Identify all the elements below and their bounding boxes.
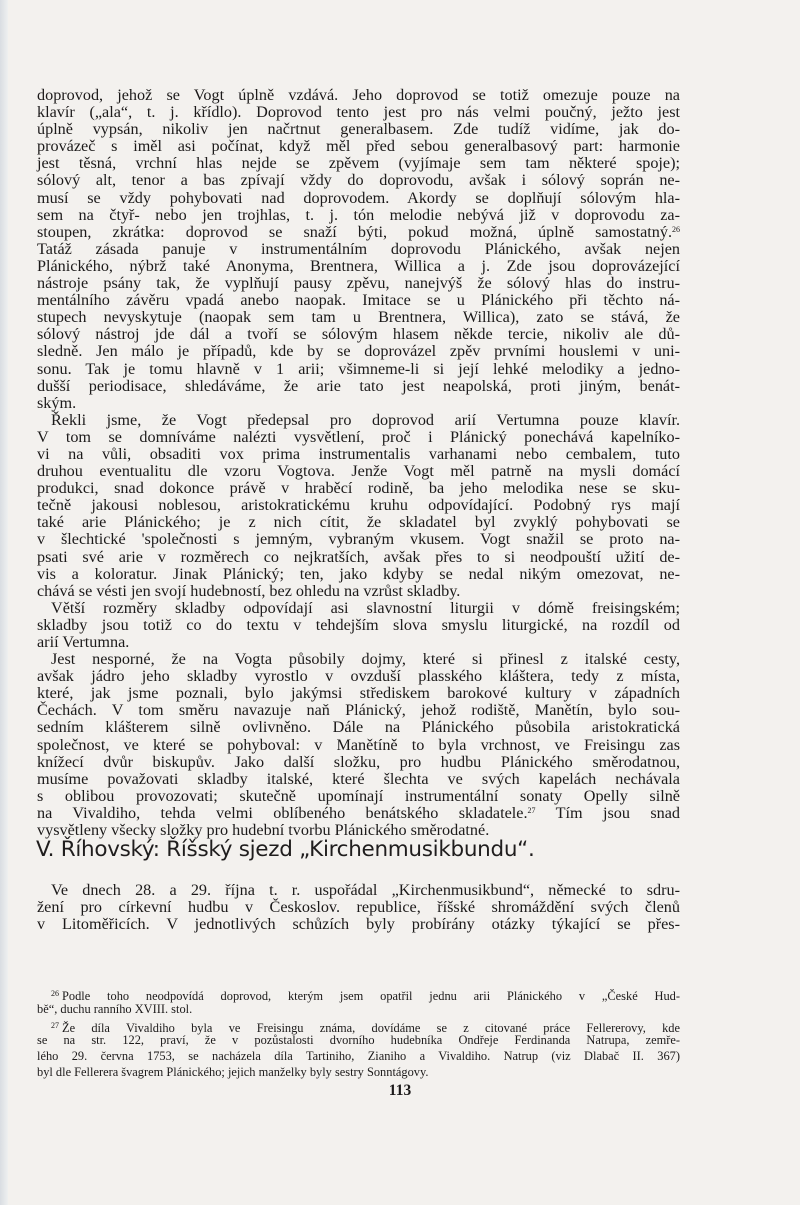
text-line: sonu. Tak je tomu hlavně v 1 arii; všimneme-li si její lehké melodiky a jedno- — [37, 359, 680, 378]
text-line: vi na vůli, obsaditi vox prima instrumentalis varhanami nebo cembalem, tuto — [37, 444, 680, 463]
text-line: arií Vertumna. — [37, 633, 130, 651]
footnote-mark: 27 — [51, 1020, 59, 1030]
text-line: doprovod, jehož se Vogt úplně vzdává. Jeho doprovod se totiž omezuje pouze na — [37, 86, 680, 104]
text-line: vysvětleny všecky složky pro hudební tvorbu Plánického směrodatné. — [37, 821, 490, 840]
text-line: skladby jsou totiž co do textu v tehdejším slova smyslu liturgické, na rozdíl od — [37, 615, 680, 634]
text-line: sólový alt, tenor a bas zpívají vždy do doprovodu, avšak i sólový soprán ne- — [37, 171, 680, 190]
footnote-mark: 26 — [51, 989, 59, 998]
text-segment: na Vivaldiho, tehda velmi oblíbeného benátského skladatele. — [37, 803, 528, 822]
footnote-line — [37, 1018, 680, 1034]
text-line: jest těsná, vrchní hlas nejde se zpěvem (vyjímaje sem tam některé spoje); — [37, 154, 680, 173]
text-line: produkci, snad dokonce právě v hraběcí rodině, ba jeho melodika nese se sku- — [37, 479, 680, 498]
footnote-ref-27[interactable]: 27 — [527, 805, 536, 815]
footnotes — [37, 986, 680, 1081]
text-line: nástroje psány tak, že vyplňují pausy zpěvu, nanejvýš že sólový hlas do instru- — [37, 274, 680, 293]
text-line: úplně vypsán, nikoliv jen načrtnut generalbasem. Zde tudíž vidíme, jak do- — [37, 120, 680, 139]
text-line: tečně jakousi noblesou, aristokratickému kruhu odpovídající. Podobný rys mají — [37, 496, 680, 515]
text-line: knížecí dvůr biskupův. Jako další složku, pro hudbu Plánického směrodatnou, — [37, 752, 680, 771]
text-line: Jest nesporné, že na Vogta působily dojmy, které si přinesl z italské cesty, — [51, 650, 680, 669]
text-line: Větší rozměry skladby odpovídají asi slavnostní liturgii v dómě freisingském; — [51, 598, 680, 617]
footnote-line — [37, 986, 680, 1002]
text-line: musí se vždy pohybovati nad doprovodem. Akordy se doplňují sólovým hla- — [37, 188, 680, 207]
footnote-text: Podle toho neodpovídá doprovod, kterým jsem opatřil jednu arii Plánického v „České Hud- — [62, 989, 680, 1003]
text-line: sledně. Jen málo je případů, kde by se doprovázel zpěv prvními houslemi v uni- — [37, 342, 680, 361]
text-line: druhou eventualitu dle vzoru Vogtova. Jenže Vogt měl patrně na mysli domácí — [37, 462, 680, 481]
text-line: musíme považovati skladby italské, které šlechta ve svých kapelách nechávala — [37, 769, 680, 788]
text-line: sem na čtyř- nebo jen trojhlas, t. j. tón melodie nebývá již v doprovodu za- — [37, 205, 680, 224]
text-line: dušší periodisace, shledáváme, že arie tato jest neapolská, proti jiným, benát- — [37, 376, 680, 395]
footnote-line: byl dle Fellerera švagrem Plánického; jejich manželky byly sestry Sonntágovy. — [37, 1064, 429, 1079]
text-line: které, jak jsme poznali, bylo jakýmsi střediskem barokové kultury v západních — [37, 684, 680, 703]
text-line: mentálního závěru vpadá anebo naopak. Imitace se u Plánického při těchto ná- — [37, 291, 680, 310]
text-line: chává se vésti jen svojí hudebností, bez ohledu na vzrůst skladby. — [37, 581, 461, 600]
text-line: Ve dnech 28. a 29. října t. r. uspořádal „Kirchenmusikbund“, německé to sdru- — [51, 881, 680, 899]
text-line: s oblibou provozovati; skutečně upomínají instrumentální sonaty Opelly silně — [37, 786, 680, 805]
text-line: ským. — [37, 393, 77, 412]
text-line: Čechách. V tom směru navazuje naň Plánický, jehož rodiště, Manětín, bylo sou- — [37, 701, 680, 720]
text-line: Tatáž zásada panuje v instrumentálním doprovodu Plánického, avšak nejen — [37, 239, 680, 258]
text-line: sólový nástroj jde dál a tvoří se sólovým hlasem někde tercie, nikoliv ale dů- — [37, 325, 680, 344]
section-heading: V. Říhovský: Říšský sjezd „Kirchenmusikbundu“. — [36, 837, 535, 862]
text-line: sedním klášterem silně ovlivněno. Dále na Plánického působila aristokratická — [37, 718, 680, 737]
text-line-with-footnote — [37, 224, 680, 241]
text-line: klavír („ala“, t. j. křídlo). Doprovod tento jest pro nás velmi poučný, ježto jest — [37, 103, 680, 122]
text-line: Řekli jsme, že Vogt předepsal pro doprovod arií Vertumna pouze klavír. — [51, 410, 680, 429]
text-segment: stoupen, zkrátka: doprovod se snaží býti, pokud možná, úplně samostatný. — [37, 222, 672, 241]
text-line: provázeč s iměl asi počínat, když měl před sebou generalbasový part: harmonie — [37, 137, 680, 156]
text-line: avšak jádro jeho skladby vyrostlo v ovzduší plasského kláštera, tedy z místa, — [37, 667, 680, 686]
text-line: stupech nevyskytuje (naopak sem tam u Brentnera, Willica), zato se stává, že — [37, 308, 680, 327]
section-text — [37, 882, 680, 933]
text-line: v šlechtické 'společnosti s jemným, vybraným vkusem. Vogt snažil se proto na- — [37, 530, 680, 549]
text-line-with-footnote — [37, 805, 680, 822]
footnote-ref-26[interactable]: 26 — [672, 224, 680, 234]
text-line: psati své arie v rozměrech co nejkratších, avšak přes to si neodpouští užití de- — [37, 547, 680, 566]
text-line: Plánického, nýbrž také Anonyma, Brentnera, Willica a j. Zde jsou doprovázející — [37, 256, 680, 275]
text-line: V tom se domníváme nalézti vysvětlení, proč i Plánický ponechává kapelníko- — [37, 427, 680, 446]
main-text — [37, 87, 680, 839]
page-number: 113 — [388, 1082, 412, 1099]
footnote-line: lého 29. června 1753, se nacházela díla Tartiniho, Zianiho a Vivaldiho. Natrup (viz Dlabač II. 367) — [37, 1049, 680, 1064]
text-line: v Litoměřicích. V jednotlivých schůzích byly probírány otázky týkající se přes- — [37, 915, 680, 934]
text-line: společnost, ve které se pohyboval: v Manětíně to byla vrchnost, ve Freisingu zas — [37, 735, 680, 754]
footnote-text: Že díla Vivaldiho byla ve Freisingu známa, dovídáme se z citované práce Fellererovy, kde — [62, 1020, 680, 1035]
page-edge-shadow — [0, 0, 8, 1205]
text-line: také arie Plánického; je z nich cítit, že skladatel byl zvyklý pohybovati se — [37, 513, 680, 532]
text-line: žení pro církevní hudbu v Českoslov. republice, říšské shromáždění svých členů — [37, 898, 680, 917]
footnote-line: se na str. 122, praví, že v pozůstalosti dvorního hudebníka Ondřeje Ferdinanda Natrupa, zemře- — [37, 1033, 680, 1048]
text-segment: Tím jsou snad — [555, 803, 680, 822]
text-line: vis a koloratur. Jinak Plánický; ten, jako kdyby se nedal nikým omezovat, ne- — [37, 564, 680, 583]
footnote-line: bě“, duchu ranního XVIII. stol. — [37, 1001, 193, 1016]
